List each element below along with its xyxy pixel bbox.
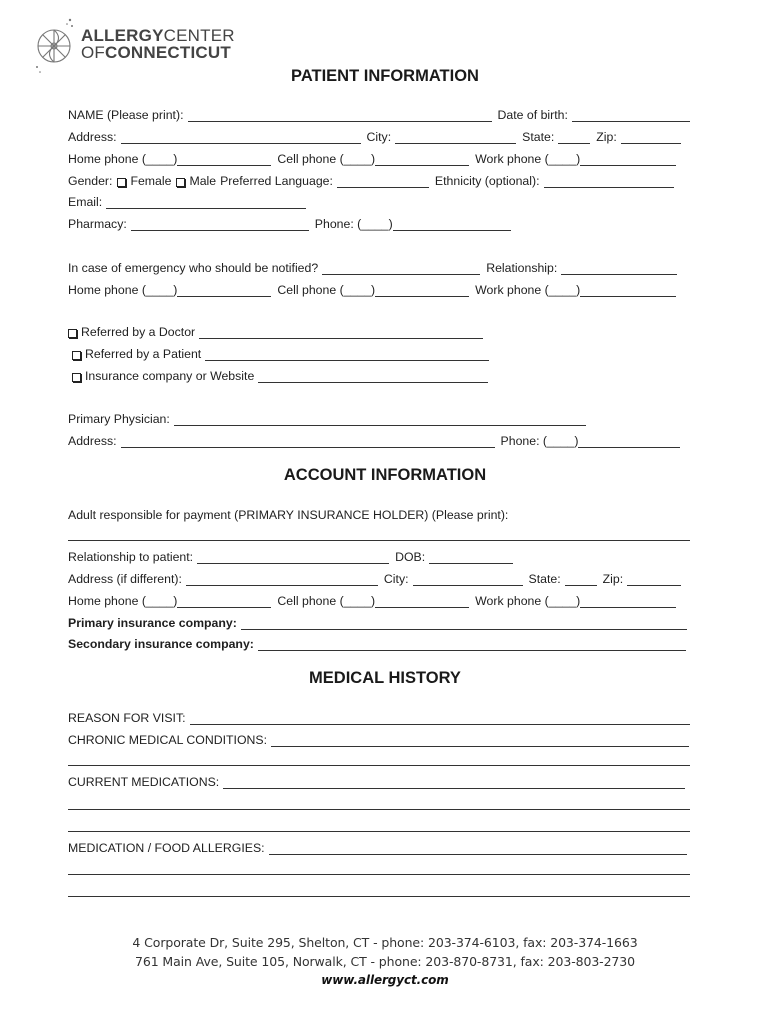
acct-city-field[interactable]	[413, 573, 523, 586]
row-ref-insurance: Insurance company or Website	[72, 367, 494, 383]
row-acct-address: Address (if different): City: State: Zip:	[68, 570, 681, 586]
footer-shelton-address: 4 Corporate Dr, Suite 295, Shelton, CT - phone: 203-374-6103, fax: 203-374-1663	[132, 935, 638, 950]
footer-norwalk-address: 761 Main Ave, Suite 105, Norwalk, CT - phone: 203-870-8731, fax: 203-803-2730	[135, 954, 635, 969]
row-adult-responsible: Adult responsible for payment (PRIMARY INSURANCE HOLDER) (Please print):	[68, 508, 509, 522]
patient-info-title: PATIENT INFORMATION	[291, 67, 479, 85]
physician-phone-field[interactable]	[578, 435, 680, 448]
pharmacy-field[interactable]	[131, 218, 309, 231]
logo-text: ALLERGYCENTER OFCONNECTICUT	[81, 26, 235, 62]
ethnicity-field[interactable]	[544, 175, 674, 188]
physician-address-field[interactable]	[121, 435, 495, 448]
account-info-title: ACCOUNT INFORMATION	[283, 466, 487, 484]
medications-field[interactable]	[223, 776, 685, 789]
row-emergency-phones: Home phone (____) Cell phone (____) Work phone (____)	[68, 281, 676, 297]
acct-state-field[interactable]	[565, 573, 597, 586]
row-allergies: MEDICATION / FOOD ALLERGIES:	[68, 839, 687, 855]
ref-doctor-checkbox[interactable]	[68, 329, 77, 338]
allergies-field-extra-1[interactable]	[68, 874, 690, 875]
row-acct-phones: Home phone (____) Cell phone (____) Work phone (____)	[68, 592, 676, 608]
medications-field-extra-1[interactable]	[68, 809, 690, 810]
emergency-home-phone-field[interactable]	[177, 284, 271, 297]
pharmacy-phone-field[interactable]	[393, 218, 511, 231]
female-checkbox[interactable]	[117, 178, 126, 187]
emergency-relationship-field[interactable]	[561, 262, 677, 275]
emergency-work-phone-field[interactable]	[580, 284, 676, 297]
acct-home-phone-field[interactable]	[177, 595, 271, 608]
language-field[interactable]	[337, 175, 429, 188]
emergency-cell-phone-field[interactable]	[375, 284, 469, 297]
secondary-insurance-field[interactable]	[258, 638, 686, 651]
row-chronic: CHRONIC MEDICAL CONDITIONS:	[68, 731, 689, 747]
medical-history-title: MEDICAL HISTORY	[309, 669, 461, 687]
row-phones: Home phone (____) Cell phone (____) Work phone (____)	[68, 150, 676, 166]
medications-field-extra-2[interactable]	[68, 831, 690, 832]
chronic-field[interactable]	[271, 734, 689, 747]
reason-field[interactable]	[190, 712, 690, 725]
row-reason: REASON FOR VISIT:	[68, 709, 690, 725]
adult-responsible-field[interactable]	[68, 540, 690, 541]
cell-phone-field[interactable]	[375, 153, 469, 166]
ref-insurance-checkbox[interactable]	[72, 373, 81, 382]
state-field[interactable]	[558, 131, 590, 144]
ref-insurance-field[interactable]	[258, 370, 488, 383]
primary-insurance-field[interactable]	[241, 617, 687, 630]
footer	[0, 933, 770, 990]
ref-patient-field[interactable]	[205, 348, 489, 361]
row-physician-address: Address: Phone: (____)	[68, 432, 680, 448]
row-pharmacy: Pharmacy: Phone: (____)	[68, 215, 517, 231]
row-primary-insurance: Primary insurance company:	[68, 614, 687, 630]
row-secondary-insurance: Secondary insurance company:	[68, 635, 686, 651]
chronic-field-extra[interactable]	[68, 765, 690, 766]
allergies-field[interactable]	[269, 842, 687, 855]
city-field[interactable]	[395, 131, 516, 144]
work-phone-field[interactable]	[580, 153, 676, 166]
acct-work-phone-field[interactable]	[580, 595, 676, 608]
row-emergency: In case of emergency who should be notified? Relationship:	[68, 259, 677, 275]
male-checkbox[interactable]	[176, 178, 185, 187]
acct-zip-field[interactable]	[627, 573, 681, 586]
acct-cell-phone-field[interactable]	[375, 595, 469, 608]
primary-physician-field[interactable]	[174, 413, 586, 426]
acct-dob-field[interactable]	[429, 551, 513, 564]
row-name: NAME (Please print): Date of birth:	[68, 106, 690, 122]
row-primary-physician: Primary Physician:	[68, 410, 592, 426]
row-email: Email:	[68, 193, 312, 209]
ref-patient-checkbox[interactable]	[72, 351, 81, 360]
acct-address-field[interactable]	[186, 573, 378, 586]
name-field[interactable]	[188, 109, 492, 122]
ref-doctor-field[interactable]	[199, 326, 483, 339]
emergency-contact-field[interactable]	[322, 262, 480, 275]
acct-relationship-field[interactable]	[197, 551, 389, 564]
row-address: Address: City: State: Zip:	[68, 128, 681, 144]
zip-field[interactable]	[621, 131, 681, 144]
allergies-field-extra-2[interactable]	[68, 896, 690, 897]
footer-website[interactable]: www.allergyct.com	[321, 973, 449, 987]
row-ref-doctor: Referred by a Doctor	[68, 323, 489, 339]
dob-field[interactable]	[572, 109, 690, 122]
row-gender: Gender: Female Male Preferred Language: Ethnicity (optional):	[68, 172, 674, 188]
row-ref-patient: Referred by a Patient	[72, 345, 495, 361]
row-medications: CURRENT MEDICATIONS:	[68, 773, 685, 789]
address-field[interactable]	[121, 131, 361, 144]
home-phone-field[interactable]	[177, 153, 271, 166]
row-acct-relationship: Relationship to patient: DOB:	[68, 548, 519, 564]
email-field[interactable]	[106, 196, 306, 209]
